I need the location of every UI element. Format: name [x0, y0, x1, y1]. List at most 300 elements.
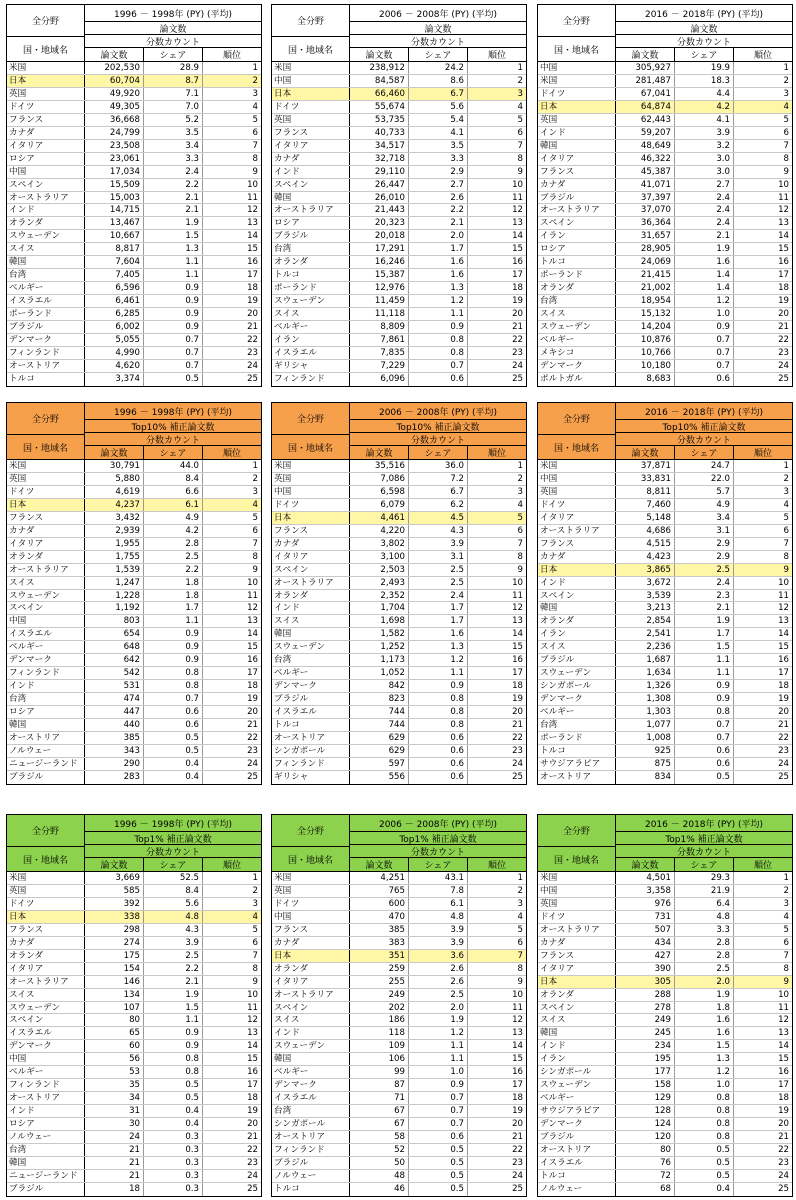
paper-count: 146 [85, 976, 144, 988]
share-value: 0.9 [144, 295, 203, 307]
paper-count: 48 [350, 1170, 409, 1182]
share-value: 1.1 [409, 308, 468, 320]
paper-count: 642 [85, 654, 144, 666]
rank-value: 11 [778, 590, 789, 601]
share-value: 0.4 [144, 758, 203, 770]
country-name: スイス [538, 1014, 616, 1026]
country-name: オーストラリア [272, 577, 350, 589]
share-value: 2.6 [409, 976, 468, 988]
table-row [538, 719, 792, 732]
paper-count: 245 [616, 1027, 675, 1039]
share-value: 2.0 [409, 230, 468, 242]
share-value: 43.1 [409, 872, 468, 884]
table-row [272, 88, 526, 101]
table-row [7, 1014, 261, 1027]
rank-value: 9 [517, 166, 523, 177]
table-row [272, 295, 526, 308]
paper-count: 427 [616, 950, 675, 962]
table-row [7, 473, 261, 486]
paper-count: 7,835 [350, 347, 409, 359]
paper-count: 120 [616, 1131, 675, 1143]
table-row [538, 75, 792, 88]
rank-value: 12 [778, 603, 789, 614]
share-value: 0.6 [409, 732, 468, 744]
share-value: 7.8 [409, 885, 468, 897]
country-name: 中国 [272, 75, 350, 87]
table-row [272, 538, 526, 551]
country-name: オーストラリア [538, 204, 616, 216]
country-name: イタリア [538, 963, 616, 975]
paper-count: 470 [350, 911, 409, 923]
rank-value: 17 [512, 668, 523, 679]
paper-count: 305 [616, 976, 675, 988]
rank-value: 2 [517, 473, 523, 484]
table-row [7, 525, 261, 538]
rank-value: 19 [778, 694, 789, 705]
rank-value: 12 [778, 205, 789, 216]
paper-count: 392 [85, 898, 144, 910]
country-name: ブラジル [272, 1157, 350, 1169]
share-value: 0.5 [144, 745, 203, 757]
share-value: 1.1 [675, 667, 734, 679]
country-name: スウェーデン [538, 321, 616, 333]
country-name: 英国 [272, 473, 350, 485]
ranking-table [6, 4, 262, 387]
rank-value: 6 [783, 937, 789, 948]
table-row [7, 321, 261, 334]
table-row [272, 1092, 526, 1105]
table-row [7, 217, 261, 230]
rank-value: 18 [512, 283, 523, 294]
share-value: 0.9 [675, 693, 734, 705]
country-name: イスラエル [272, 706, 350, 718]
country-name: スペイン [538, 590, 616, 602]
rank-value: 4 [252, 101, 258, 112]
country-column-header: 国・地域名 [553, 855, 599, 866]
country-name: シンガポール [538, 1066, 616, 1078]
paper-count: 1,308 [616, 693, 675, 705]
table-row [7, 538, 261, 551]
share-value: 3.3 [675, 924, 734, 936]
table-row [7, 1183, 261, 1196]
table-row [7, 101, 261, 114]
country-name: 英国 [272, 114, 350, 126]
paper-count: 6,285 [85, 308, 144, 320]
share-value: 3.1 [675, 525, 734, 537]
rank-value: 2 [252, 473, 258, 484]
table-row [7, 771, 261, 784]
country-name: ブラジル [7, 321, 85, 333]
rank-value: 11 [247, 590, 258, 601]
rank-value: 20 [778, 1119, 789, 1130]
rank-value: 12 [778, 1015, 789, 1026]
share-value: 0.5 [409, 1157, 468, 1169]
rank-value: 5 [517, 924, 523, 935]
rank-value: 6 [517, 937, 523, 948]
table-row [272, 140, 526, 153]
country-name: フランス [7, 512, 85, 524]
share-value: 0.7 [144, 360, 203, 372]
share-value: 0.6 [144, 719, 203, 731]
country-name: デンマーク [7, 654, 85, 666]
rank-value: 23 [247, 347, 258, 358]
country-name: 日本 [7, 499, 85, 511]
table-row [7, 243, 261, 256]
share-value: 1.0 [675, 308, 734, 320]
share-value: 2.9 [675, 538, 734, 550]
rank-value: 19 [247, 296, 258, 307]
share-value: 1.6 [675, 1014, 734, 1026]
share-value: 18.3 [675, 75, 734, 87]
share-value: 2.1 [675, 230, 734, 242]
share-value: 3.5 [144, 127, 203, 139]
table-row [7, 551, 261, 564]
rank-value: 24 [778, 1170, 789, 1181]
country-name: ドイツ [538, 88, 616, 100]
country-name: トルコ [272, 719, 350, 731]
share-value: 1.6 [409, 628, 468, 640]
papers-column-header: 論文数 [616, 48, 675, 61]
table-row [7, 373, 261, 386]
table-row [7, 602, 261, 615]
country-name: イタリア [272, 140, 350, 152]
country-name: 台湾 [7, 1144, 85, 1156]
table-row [538, 976, 792, 989]
share-value: 1.7 [675, 628, 734, 640]
table-row [272, 1118, 526, 1131]
share-value: 0.6 [409, 771, 468, 784]
paper-count: 1,755 [85, 551, 144, 563]
paper-count: 15,509 [85, 179, 144, 191]
country-name: デンマーク [7, 1040, 85, 1052]
rank-value: 20 [512, 1119, 523, 1130]
country-name: スペイン [7, 179, 85, 191]
share-value: 4.2 [144, 525, 203, 537]
rank-value: 11 [778, 1002, 789, 1013]
rank-value: 16 [512, 1067, 523, 1078]
share-column-header: シェア [675, 858, 734, 871]
rank-value: 4 [252, 499, 258, 510]
table-row [538, 924, 792, 937]
paper-count: 195 [616, 1053, 675, 1065]
table-row [272, 745, 526, 758]
rank-value: 6 [252, 937, 258, 948]
rank-value: 19 [778, 296, 789, 307]
rank-value: 20 [247, 707, 258, 718]
share-value: 2.1 [144, 976, 203, 988]
table-row [538, 950, 792, 963]
paper-count: 67 [350, 1105, 409, 1117]
period-title: 1996 － 1998年 (PY) (平均) [85, 5, 261, 22]
paper-count: 4,461 [350, 512, 409, 524]
table-row [272, 602, 526, 615]
paper-count: 259 [350, 963, 409, 975]
table-row [272, 460, 526, 473]
rank-value: 19 [247, 694, 258, 705]
share-value: 4.1 [409, 127, 468, 139]
paper-count: 55,674 [350, 101, 409, 113]
table-row [7, 1170, 261, 1183]
share-value: 3.4 [675, 512, 734, 524]
table-row [538, 192, 792, 205]
share-value: 5.6 [144, 898, 203, 910]
share-value: 1.6 [409, 269, 468, 281]
country-name: スウェーデン [272, 1040, 350, 1052]
country-name: オーストリア [7, 732, 85, 744]
country-name: オーストラリア [7, 192, 85, 204]
share-value: 0.5 [675, 1157, 734, 1169]
rank-value: 18 [512, 681, 523, 692]
share-value: 7.0 [144, 101, 203, 113]
rank-value: 21 [247, 720, 258, 731]
rank-value: 13 [512, 616, 523, 627]
share-value: 2.1 [144, 192, 203, 204]
all-fields-label: 全分野 [538, 815, 615, 847]
country-name: トルコ [272, 1183, 350, 1196]
metric-title: 論文数 [85, 22, 261, 35]
rank-value: 1 [517, 461, 523, 471]
table-row [272, 590, 526, 603]
rank-value: 1 [252, 461, 258, 471]
country-name: シンガポール [272, 745, 350, 757]
rank-value: 14 [247, 1041, 258, 1052]
table-row [272, 114, 526, 127]
country-name: オーストリア [272, 1131, 350, 1143]
country-name: ドイツ [272, 499, 350, 511]
share-value: 2.5 [409, 564, 468, 576]
paper-count: 18,954 [616, 295, 675, 307]
table-row [538, 732, 792, 745]
table-row [7, 1092, 261, 1105]
paper-count: 34,517 [350, 140, 409, 152]
rank-value: 17 [247, 1080, 258, 1091]
share-value: 3.0 [675, 153, 734, 165]
paper-count: 11,118 [350, 308, 409, 320]
share-column-header: シェア [409, 858, 468, 871]
paper-count: 2,854 [616, 615, 675, 627]
country-name: オーストラリア [272, 204, 350, 216]
share-value: 1.1 [675, 654, 734, 666]
rank-value: 14 [512, 1041, 523, 1052]
table-row [7, 62, 261, 75]
table-row [7, 976, 261, 989]
share-value: 1.0 [409, 1066, 468, 1078]
papers-column-header: 論文数 [350, 858, 409, 871]
share-value: 2.8 [675, 950, 734, 962]
paper-count: 383 [350, 937, 409, 949]
table-row [7, 282, 261, 295]
table-row [7, 641, 261, 654]
rank-value: 7 [252, 950, 258, 961]
rank-value: 14 [247, 231, 258, 242]
country-name: トルコ [7, 373, 85, 386]
table-row [538, 179, 792, 192]
rank-value: 3 [783, 88, 789, 99]
table-row [272, 473, 526, 486]
ranking-table [6, 814, 262, 1197]
papers-column-header: 論文数 [616, 858, 675, 871]
table-row [7, 360, 261, 373]
country-name: ブラジル [538, 192, 616, 204]
paper-count: 8,809 [350, 321, 409, 333]
paper-count: 4,620 [85, 360, 144, 372]
share-value: 2.6 [409, 192, 468, 204]
table-row [538, 230, 792, 243]
table-row [538, 243, 792, 256]
rank-value: 23 [512, 745, 523, 756]
paper-count: 2,352 [350, 590, 409, 602]
paper-count: 5,148 [616, 512, 675, 524]
paper-count: 49,920 [85, 88, 144, 100]
table-row [7, 230, 261, 243]
rank-value: 12 [512, 205, 523, 216]
country-name: サウジアラビア [538, 1105, 616, 1117]
table-row [7, 269, 261, 282]
share-value: 0.6 [675, 758, 734, 770]
share-value: 6.1 [409, 898, 468, 910]
country-column-header: 国・地域名 [287, 45, 333, 56]
table-row [7, 1144, 261, 1157]
paper-count: 37,070 [616, 204, 675, 216]
table-row [538, 911, 792, 924]
paper-count: 556 [350, 771, 409, 784]
country-name: インド [538, 577, 616, 589]
table-row [7, 615, 261, 628]
country-name: ロシア [272, 217, 350, 229]
table-row [7, 308, 261, 321]
share-column-header: シェア [675, 48, 734, 61]
share-value: 1.9 [675, 243, 734, 255]
paper-count: 37,871 [616, 460, 675, 472]
paper-count: 597 [350, 758, 409, 770]
rank-value: 5 [783, 924, 789, 935]
country-name: ノルウェー [7, 1131, 85, 1143]
rank-value: 25 [247, 771, 258, 782]
table-row [538, 347, 792, 360]
paper-count: 4,515 [616, 538, 675, 550]
country-name: スイス [272, 308, 350, 320]
count-method-label: 分数カウント [350, 433, 526, 446]
rank-value: 24 [512, 758, 523, 769]
rank-value: 15 [778, 244, 789, 255]
share-value: 0.6 [409, 1131, 468, 1143]
country-name: オランダ [538, 615, 616, 627]
country-name: スイス [7, 577, 85, 589]
share-value: 1.1 [144, 256, 203, 268]
all-fields-label: 全分野 [7, 5, 84, 37]
country-name: 英国 [7, 473, 85, 485]
share-value: 0.9 [409, 1079, 468, 1091]
table-row [272, 75, 526, 88]
rank-value: 13 [778, 616, 789, 627]
table-row [7, 166, 261, 179]
rank-value: 4 [783, 911, 789, 922]
table-row [272, 373, 526, 386]
paper-count: 23,508 [85, 140, 144, 152]
paper-count: 20,018 [350, 230, 409, 242]
paper-count: 390 [616, 963, 675, 975]
all-fields-label: 全分野 [272, 815, 349, 847]
country-name: 韓国 [7, 719, 85, 731]
all-fields-label: 全分野 [7, 403, 84, 435]
share-value: 0.5 [144, 1079, 203, 1091]
share-value: 3.2 [675, 140, 734, 152]
country-name: イタリア [538, 512, 616, 524]
rank-value: 22 [512, 1145, 523, 1156]
paper-count: 106 [350, 1053, 409, 1065]
paper-count: 60,704 [85, 75, 144, 87]
paper-count: 26,447 [350, 179, 409, 191]
country-name: オランダ [538, 282, 616, 294]
paper-count: 4,251 [350, 872, 409, 884]
table-row [272, 486, 526, 499]
table-row [272, 963, 526, 976]
paper-count: 3,539 [616, 590, 675, 602]
paper-count: 21 [85, 1144, 144, 1156]
country-name: フランス [272, 525, 350, 537]
paper-count: 3,100 [350, 551, 409, 563]
country-name: インド [7, 204, 85, 216]
country-name: オーストラリア [7, 564, 85, 576]
table-row [538, 667, 792, 680]
share-value: 6.2 [409, 499, 468, 511]
share-value: 2.2 [409, 204, 468, 216]
table-row [7, 1053, 261, 1066]
country-name: スウェーデン [7, 590, 85, 602]
rank-value: 25 [778, 771, 789, 782]
table-row [7, 1105, 261, 1118]
table-row [7, 512, 261, 525]
share-value: 1.5 [675, 641, 734, 653]
share-value: 0.3 [144, 1183, 203, 1196]
table-row [538, 1183, 792, 1196]
paper-count: 744 [350, 706, 409, 718]
country-name: スペイン [7, 602, 85, 614]
rank-value: 1 [517, 63, 523, 73]
country-name: 米国 [272, 460, 350, 472]
country-name: インド [272, 1027, 350, 1039]
paper-count: 976 [616, 898, 675, 910]
rank-value: 7 [783, 538, 789, 549]
share-value: 1.2 [409, 295, 468, 307]
country-name: オーストラリア [7, 976, 85, 988]
paper-count: 238,912 [350, 62, 409, 74]
paper-count: 7,460 [616, 499, 675, 511]
share-value: 2.4 [675, 577, 734, 589]
country-name: 日本 [538, 976, 616, 988]
country-name: スイス [272, 615, 350, 627]
country-name: 中国 [538, 62, 616, 74]
country-name: オーストラリア [272, 989, 350, 1001]
rank-value: 13 [247, 616, 258, 627]
share-value: 2.0 [675, 976, 734, 988]
table-row [7, 885, 261, 898]
share-value: 2.4 [144, 166, 203, 178]
share-value: 44.0 [144, 460, 203, 472]
paper-count: 385 [85, 732, 144, 744]
country-name: オーストラリア [538, 525, 616, 537]
paper-count: 35,516 [350, 460, 409, 472]
share-value: 0.7 [675, 334, 734, 346]
rank-value: 3 [783, 486, 789, 497]
country-name: デンマーク [538, 360, 616, 372]
paper-count: 30,791 [85, 460, 144, 472]
country-name: イスラエル [7, 628, 85, 640]
table-row [272, 321, 526, 334]
rank-value: 10 [778, 577, 789, 588]
paper-count: 29,110 [350, 166, 409, 178]
country-name: 英国 [7, 88, 85, 100]
